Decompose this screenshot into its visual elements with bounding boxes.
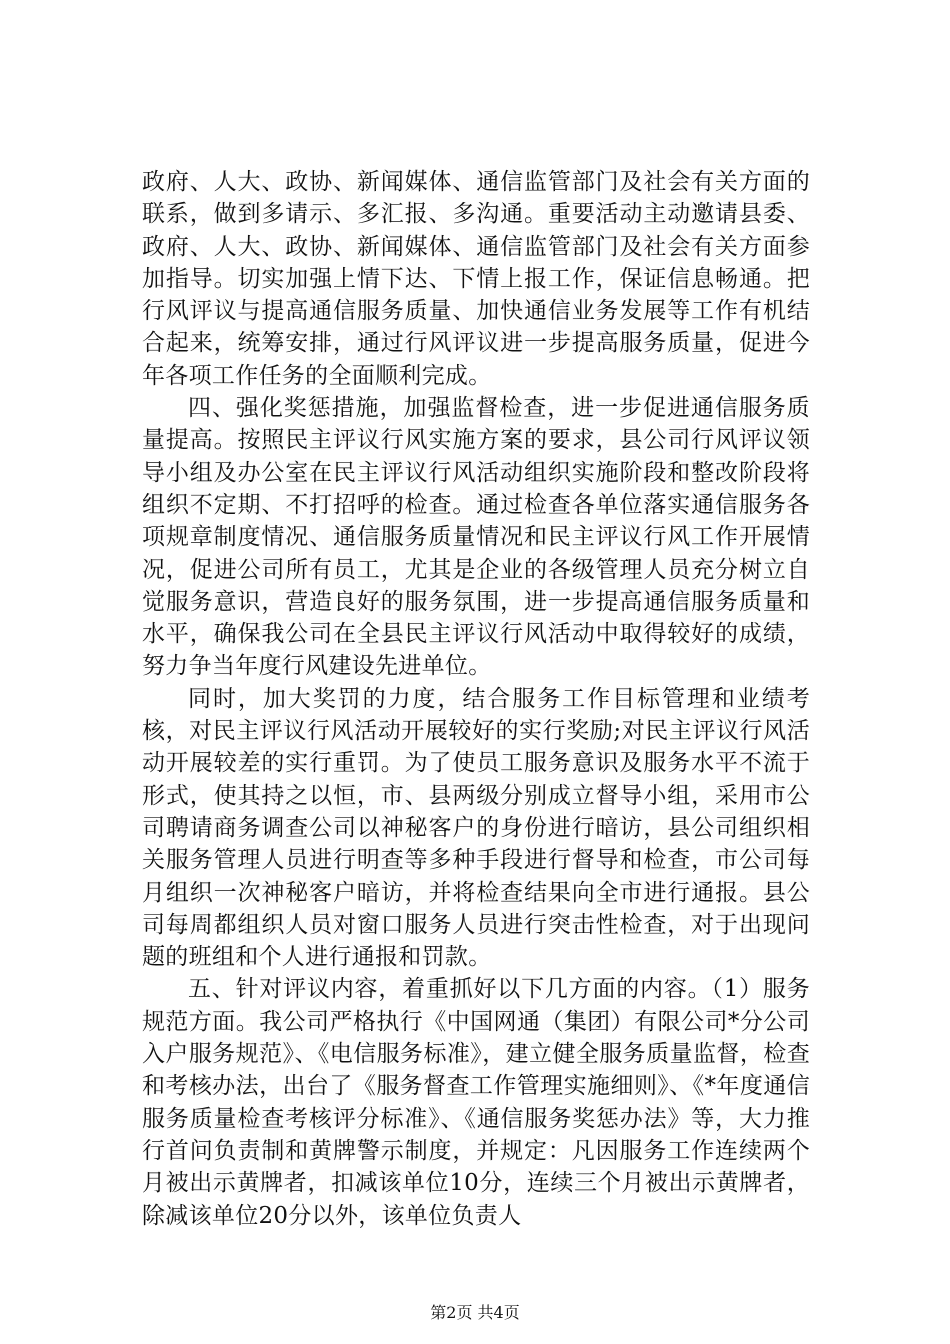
page-number-footer: 第2页 共4页 — [430, 1303, 520, 1322]
paragraph-1: 政府、人大、政协、新闻媒体、通信监管部门及社会有关方面的联系，做到多请示、多汇报、多沟通。重要活动主动邀请县委、政府、人大、政协、新闻媒体、通信监管部门及社会有关方面参加指导。切实加强上情下达、下情上报工作，保证信息畅通。把行风评议与提高通信服务质量、加快通信业务发展等工作有机结合起来，统筹安排，通过行风评议进一步提高服务质量，促进今年各项工作任务的全面顺利完成。 — [142, 169, 810, 389]
paragraph-2: 四、强化奖惩措施，加强监督检查，进一步促进通信服务质量提高。按照民主评议行风实施方案的要求，县公司行风评议领导小组及办公室在民主评议行风活动组织实施阶段和整改阶段将组织不定期、不打招呼的检查。通过检查各单位落实通信服务各项规章制度情况、通信服务质量情况和民主评议行风工作开展情况，促进公司所有员工，尤其是企业的各级管理人员充分树立自觉服务意识，营造良好的服务氛围，进一步提高通信服务质量和水平，确保我公司在全县民主评议行风活动中取得较好的成绩，努力争当年度行风建设先进单位。 — [142, 395, 810, 680]
paragraph-3: 同时，加大奖罚的力度，结合服务工作目标管理和业绩考核，对民主评议行风活动开展较好的实行奖励;对民主评议行风活动开展较差的实行重罚。为了使员工服务意识及服务水平不流于形式，使其持之以恒，市、县两级分别成立督导小组，采用市公司聘请商务调查公司以神秘客户的身份进行暗访，县公司组织相关服务管理人员进行明查等多种手段进行督导和检查，市公司每月组织一次神秘客户暗访，并将检查结果向全市进行通报。县公司每周都组织人员对窗口服务人员进行突击性检查，对于出现问题的班组和个人进行通报和罚款。 — [142, 685, 810, 971]
paragraph-4: 五、针对评议内容，着重抓好以下几方面的内容。（1）服务规范方面。我公司严格执行《中国网通（集团）有限公司*分公司入户服务规范》、《电信服务标准》，建立健全服务质量监督，检查和考核办法，出台了《服务督查工作管理实施细则》、《*年度通信服务质量检查考核评分标准》、《通信服务奖惩办法》等，大力推行首问负责制和黄牌警示制度，并规定：凡因服务工作连续两个月被出示黄牌者，扣减该单位10分，连续三个月被出示黄牌者，除减该单位20分以外，该单位负责人 — [142, 976, 810, 1229]
document-body — [142, 166, 810, 1232]
